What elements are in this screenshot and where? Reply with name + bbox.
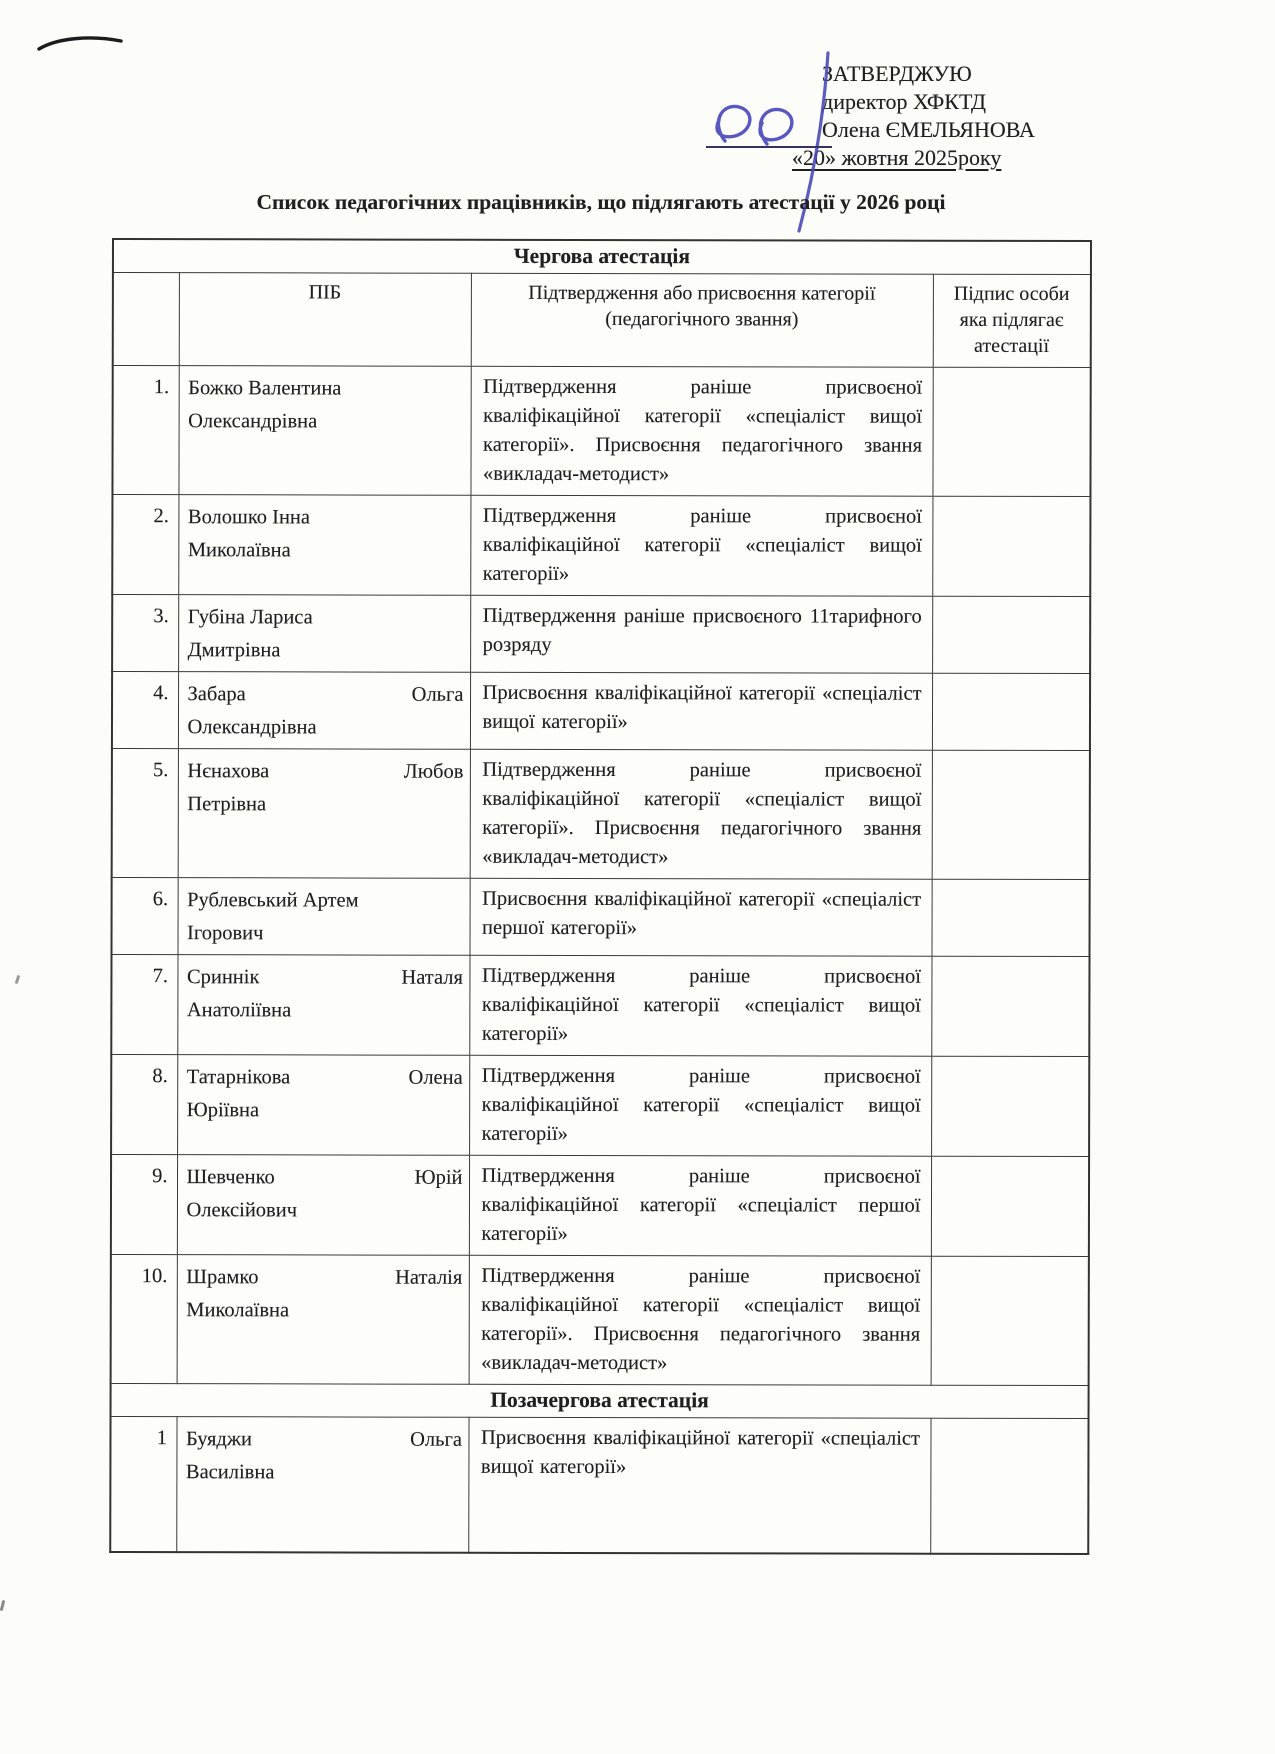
name-word: Любов <box>403 760 464 783</box>
pen-stroke-mark <box>35 28 127 60</box>
cell-name <box>178 595 470 673</box>
table-row <box>111 955 1089 1057</box>
name-word: Нєнахова <box>187 760 270 783</box>
cell-number: 2. <box>112 495 178 595</box>
name-line: Рублевський Артем <box>187 889 359 912</box>
cell-name <box>178 672 470 750</box>
table-row <box>111 878 1089 957</box>
cell-signature <box>932 596 1090 673</box>
section-row <box>113 239 1091 275</box>
column-header-line: Підпис особи <box>953 282 1070 306</box>
section-header: Чергова атестація <box>113 239 1091 275</box>
name-word: Юрій <box>414 1166 463 1189</box>
name-line: Василівна <box>185 1461 275 1484</box>
name-word: Ольга <box>410 1428 463 1451</box>
name-word: Ольга <box>411 683 464 706</box>
table-row <box>111 1155 1089 1257</box>
cell-category: Присвоєння кваліфікаційної категорії «спеціаліст вищої категорії» <box>470 672 932 750</box>
name-word: Шевченко <box>186 1166 275 1189</box>
cell-number: 6. <box>111 878 177 955</box>
cell-number: 7. <box>111 955 177 1055</box>
cell-number: 3. <box>112 595 178 672</box>
name-line: Губіна Лариса <box>187 606 313 629</box>
name-word: Наталія <box>395 1266 463 1289</box>
cell-name <box>177 1055 469 1156</box>
column-header-line: (педагогічного звання) <box>605 308 799 331</box>
name-line: Юріївна <box>186 1099 260 1122</box>
approval-line-director: директор ХФКТД <box>822 89 987 114</box>
name-line: Анатоліївна <box>186 999 292 1022</box>
cell-signature <box>931 1156 1089 1256</box>
scan-margin-mark <box>15 975 21 984</box>
signature-scribble-icon <box>695 45 845 245</box>
signature-line <box>706 146 832 148</box>
cell-signature <box>932 496 1090 596</box>
name-line: Петрівна <box>187 793 267 816</box>
approval-date: «20» жовтня 2025року <box>792 145 1002 170</box>
cell-category: Присвоєння кваліфікаційної категорії «спеціаліст першої категорії» <box>469 878 931 956</box>
cell-category: Підтвердження раніше присвоєної кваліфікаційної категорії «спеціаліст вищої категорії» <box>469 955 931 1056</box>
cell-category: Підтвердження раніше присвоєного 11тарифного розряду <box>470 595 932 673</box>
name-line: Божко Валентина <box>188 377 342 400</box>
cell-signature <box>931 956 1089 1056</box>
name-word: Забара <box>187 683 246 706</box>
scan-edge-mark <box>0 1600 5 1611</box>
cell-signature <box>931 1056 1089 1156</box>
cell-category: Підтвердження раніше присвоєної кваліфікаційної категорії «спеціаліст вищої категорії». Присвоєння педагогічного звання «викладач-методист» <box>470 749 932 879</box>
cell-category: Підтвердження раніше присвоєної кваліфікаційної категорії «спеціаліст вищої категорії». Присвоєння педагогічного звання «викладач-методист» <box>469 1255 931 1385</box>
cell-name <box>177 1155 469 1256</box>
column-header-line: атестації <box>973 334 1050 357</box>
name-line <box>187 1061 463 1095</box>
name-line: Миколаївна <box>187 539 291 562</box>
cell-number: 10. <box>111 1254 177 1383</box>
table-row <box>111 1055 1089 1157</box>
cell-name <box>178 749 470 879</box>
name-line <box>187 961 463 995</box>
name-line <box>186 1261 462 1295</box>
cell-signature <box>932 750 1090 879</box>
column-header-line: ПІБ <box>308 281 342 304</box>
approval-block <box>792 60 1035 172</box>
cell-number: 8. <box>111 1055 177 1155</box>
cell-signature <box>931 879 1089 956</box>
page-title: Список педагогічних працівників, що підлягають атестації у 2026 році <box>256 190 946 214</box>
cell-name <box>177 878 469 956</box>
name-word: Шрамко <box>186 1266 259 1289</box>
cell-signature <box>931 1256 1089 1385</box>
name-word: Буяджи <box>185 1428 253 1451</box>
cell-number: 1 <box>110 1416 176 1552</box>
cell-category: Присвоєння кваліфікаційної категорії «спеціаліст вищої категорії» <box>468 1417 930 1553</box>
table-row <box>112 595 1090 674</box>
cell-category: Підтвердження раніше присвоєної кваліфікаційної категорії «спеціаліст вищої категорії» <box>469 1055 931 1156</box>
cell-number: 4. <box>112 672 178 749</box>
cell-name <box>178 366 470 496</box>
table-row <box>112 366 1090 497</box>
name-word: Олена <box>408 1066 463 1089</box>
table-row <box>111 1254 1089 1385</box>
cell-number: 5. <box>112 749 178 878</box>
column-header-signature <box>933 274 1091 367</box>
name-line: Волошко Інна <box>187 506 311 529</box>
column-header-name <box>179 273 471 367</box>
column-header-number <box>113 273 179 366</box>
approval-line-name: Олена ЄМЕЛЬЯНОВА <box>822 117 1035 142</box>
cell-name <box>177 955 469 1056</box>
name-line <box>187 755 463 789</box>
table-row <box>112 672 1090 751</box>
name-line: Миколаївна <box>186 1299 290 1322</box>
name-line <box>188 678 464 712</box>
cell-name <box>178 495 470 596</box>
name-line: Дмитрівна <box>187 639 281 662</box>
cell-category: Підтвердження раніше присвоєної кваліфікаційної категорії «спеціаліст вищої категорії» <box>470 495 932 596</box>
name-line: Олексійович <box>186 1199 298 1222</box>
cell-name <box>176 1417 468 1553</box>
approval-line-approve: ЗАТВЕРДЖУЮ <box>822 61 972 86</box>
name-line <box>186 1423 462 1457</box>
table-row <box>112 495 1090 597</box>
section-row <box>111 1383 1089 1418</box>
name-line: Ігорович <box>187 922 264 945</box>
cell-signature <box>932 367 1090 496</box>
cell-number: 9. <box>111 1155 177 1255</box>
attestation-table <box>109 238 1092 1555</box>
name-line <box>186 1161 462 1195</box>
section-header: Позачергова атестація <box>111 1383 1089 1418</box>
name-word: Наталя <box>401 966 463 989</box>
cell-name <box>177 1255 469 1385</box>
cell-category: Підтвердження раніше присвоєної кваліфікаційної категорії «спеціаліст першої категорії» <box>469 1155 931 1256</box>
cell-number: 1. <box>112 366 178 495</box>
column-header-line: Підтвердження або присвоєння категорії <box>528 281 876 305</box>
table-row <box>112 749 1090 880</box>
cell-category: Підтвердження раніше присвоєної кваліфікаційної категорії «спеціаліст вищої категорії». Присвоєння педагогічного звання «викладач-методист» <box>470 366 932 496</box>
column-header-category <box>471 273 933 367</box>
column-header-line: яка підлягає <box>959 308 1064 331</box>
name-line: Олександрівна <box>187 716 317 739</box>
column-header-row <box>113 273 1091 368</box>
name-word: Сриннік <box>186 966 260 989</box>
cell-signature <box>932 673 1090 750</box>
cell-signature <box>930 1418 1088 1554</box>
name-line: Олександрівна <box>188 410 318 433</box>
name-word: Татарнікова <box>186 1066 291 1089</box>
table-row <box>110 1416 1088 1554</box>
